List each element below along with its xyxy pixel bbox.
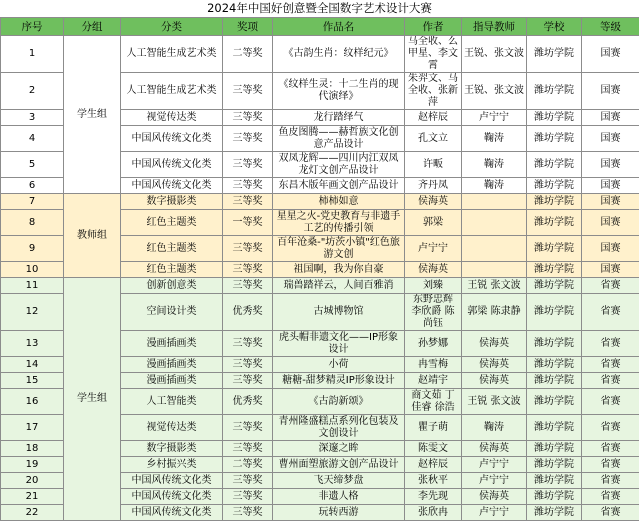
- work-title-cell: 祖国啊，我为你自豪: [273, 262, 405, 278]
- category-cell: 人工智能生成艺术类: [121, 73, 223, 110]
- level-cell: 国赛: [582, 36, 639, 73]
- author-cell: 赵靖宇: [405, 373, 462, 389]
- award-cell: 优秀奖: [223, 294, 273, 331]
- level-cell: 国赛: [582, 194, 639, 210]
- award-cell: 三等奖: [223, 262, 273, 278]
- row-number: 20: [1, 473, 64, 489]
- school-cell: 潍坊学院: [527, 457, 582, 473]
- row-number: 14: [1, 357, 64, 373]
- row-number: 7: [1, 194, 64, 210]
- row-number: 21: [1, 489, 64, 505]
- category-cell: 乡村振兴类: [121, 457, 223, 473]
- header-cell-category: 分类: [121, 18, 223, 36]
- category-cell: 漫画插画类: [121, 357, 223, 373]
- school-cell: 潍坊学院: [527, 73, 582, 110]
- category-cell: 中国风传统文化类: [121, 489, 223, 505]
- award-cell: 三等奖: [223, 178, 273, 194]
- award-cell: 三等奖: [223, 357, 273, 373]
- author-cell: 张欣冉: [405, 505, 462, 521]
- category-cell: 中国风传统文化类: [121, 178, 223, 194]
- author-cell: 赵梓辰: [405, 457, 462, 473]
- category-cell: 红色主题类: [121, 262, 223, 278]
- work-title-cell: 《古韵新颂》: [273, 389, 405, 415]
- award-cell: 三等奖: [223, 236, 273, 262]
- row-number: 17: [1, 415, 64, 441]
- award-cell: 三等奖: [223, 505, 273, 521]
- teacher-cell: 王锐、张文波: [462, 73, 527, 110]
- category-cell: 中国风传统文化类: [121, 473, 223, 489]
- table-row: [1, 194, 639, 210]
- school-cell: 潍坊学院: [527, 110, 582, 126]
- category-cell: 空间设计类: [121, 294, 223, 331]
- school-cell: 潍坊学院: [527, 236, 582, 262]
- row-number: 19: [1, 457, 64, 473]
- work-title-cell: 百年沧桑-"坊茨小镇"红色旅游文创: [273, 236, 405, 262]
- header-cell-author: 作者: [405, 18, 462, 36]
- category-cell: 漫画插画类: [121, 373, 223, 389]
- work-title-cell: 古城博物馆: [273, 294, 405, 331]
- teacher-cell: 侯海英: [462, 357, 527, 373]
- teacher-cell: 侯海英: [462, 489, 527, 505]
- level-cell: 省赛: [582, 389, 639, 415]
- work-title-cell: 鱼皮图腾——赫哲族文化创意产品设计: [273, 126, 405, 152]
- award-cell: 一等奖: [223, 210, 273, 236]
- award-cell: 优秀奖: [223, 389, 273, 415]
- category-cell: 中国风传统文化类: [121, 505, 223, 521]
- work-title-cell: 曹州面塑旅游文创产品设计: [273, 457, 405, 473]
- row-number: 22: [1, 505, 64, 521]
- author-cell: 东野忠辉 李欣爵 陈尚钰: [405, 294, 462, 331]
- teacher-cell: [462, 194, 527, 210]
- award-cell: 三等奖: [223, 110, 273, 126]
- row-number: 11: [1, 278, 64, 294]
- category-cell: 数字摄影类: [121, 441, 223, 457]
- row-number: 5: [1, 152, 64, 178]
- author-cell: 许畈: [405, 152, 462, 178]
- author-cell: 侯海英: [405, 194, 462, 210]
- author-cell: 李先现: [405, 489, 462, 505]
- level-cell: 省赛: [582, 278, 639, 294]
- author-cell: 郭梁: [405, 210, 462, 236]
- category-cell: 红色主题类: [121, 210, 223, 236]
- row-number: 15: [1, 373, 64, 389]
- teacher-cell: 王锐、张文波: [462, 36, 527, 73]
- work-title-cell: 星星之火-党史教育与非遗手工艺的传播引领: [273, 210, 405, 236]
- teacher-cell: 王锐 张文波: [462, 278, 527, 294]
- award-cell: 二等奖: [223, 36, 273, 73]
- author-cell: 赵梓辰: [405, 110, 462, 126]
- category-cell: 红色主题类: [121, 236, 223, 262]
- row-number: 18: [1, 441, 64, 457]
- row-number: 9: [1, 236, 64, 262]
- school-cell: 潍坊学院: [527, 331, 582, 357]
- teacher-cell: [462, 210, 527, 236]
- level-cell: 国赛: [582, 210, 639, 236]
- level-cell: 国赛: [582, 110, 639, 126]
- author-cell: 冉雪梅: [405, 357, 462, 373]
- teacher-cell: 鞠涛: [462, 152, 527, 178]
- level-cell: 省赛: [582, 473, 639, 489]
- author-cell: 卢宁宁: [405, 236, 462, 262]
- author-cell: 朱羿文、马全收、张新萍: [405, 73, 462, 110]
- school-cell: 潍坊学院: [527, 194, 582, 210]
- category-cell: 数字摄影类: [121, 194, 223, 210]
- award-cell: 三等奖: [223, 473, 273, 489]
- award-cell: 三等奖: [223, 126, 273, 152]
- row-number: 4: [1, 126, 64, 152]
- header-cell-level: 等级: [582, 18, 639, 36]
- table-row: [1, 278, 639, 294]
- level-cell: 省赛: [582, 294, 639, 331]
- level-cell: 省赛: [582, 357, 639, 373]
- level-cell: 国赛: [582, 236, 639, 262]
- school-cell: 潍坊学院: [527, 294, 582, 331]
- row-number: 1: [1, 36, 64, 73]
- award-cell: 二等奖: [223, 457, 273, 473]
- author-cell: 刘臻: [405, 278, 462, 294]
- category-cell: 漫画插画类: [121, 331, 223, 357]
- school-cell: 潍坊学院: [527, 473, 582, 489]
- header-cell-school: 学校: [527, 18, 582, 36]
- author-cell: 陈雯文: [405, 441, 462, 457]
- award-cell: 三等奖: [223, 489, 273, 505]
- author-cell: 商文茹 丁佳睿 徐浩: [405, 389, 462, 415]
- author-cell: 马全收、么甲星、李文霄: [405, 36, 462, 73]
- level-cell: 国赛: [582, 262, 639, 278]
- school-cell: 潍坊学院: [527, 505, 582, 521]
- group-cell: 学生组: [64, 36, 121, 194]
- group-cell: 教师组: [64, 194, 121, 278]
- award-cell: 三等奖: [223, 152, 273, 178]
- school-cell: 潍坊学院: [527, 210, 582, 236]
- category-cell: 人工智能生成艺术类: [121, 36, 223, 73]
- work-title-cell: 糖糖-甜梦精灵IP形象设计: [273, 373, 405, 389]
- header-cell-work: 作品名: [273, 18, 405, 36]
- school-cell: 潍坊学院: [527, 489, 582, 505]
- work-title-cell: 飞天缔梦盘: [273, 473, 405, 489]
- teacher-cell: [462, 236, 527, 262]
- award-cell: 三等奖: [223, 278, 273, 294]
- row-number: 3: [1, 110, 64, 126]
- teacher-cell: 卢宁宁: [462, 457, 527, 473]
- category-cell: 中国风传统文化类: [121, 152, 223, 178]
- row-number: 6: [1, 178, 64, 194]
- teacher-cell: 卢宁宁: [462, 473, 527, 489]
- teacher-cell: 卢宁宁: [462, 110, 527, 126]
- author-cell: 瞿子萌: [405, 415, 462, 441]
- table-body: [1, 36, 639, 521]
- level-cell: 省赛: [582, 415, 639, 441]
- teacher-cell: 鞠涛: [462, 126, 527, 152]
- school-cell: 潍坊学院: [527, 389, 582, 415]
- category-cell: 创新创意类: [121, 278, 223, 294]
- row-number: 12: [1, 294, 64, 331]
- table-title: 2024年中国好创意暨全国数字艺术设计大赛: [207, 1, 432, 15]
- award-cell: 三等奖: [223, 73, 273, 110]
- school-cell: 潍坊学院: [527, 178, 582, 194]
- level-cell: 省赛: [582, 331, 639, 357]
- category-cell: 视觉传达类: [121, 415, 223, 441]
- level-cell: 国赛: [582, 73, 639, 110]
- teacher-cell: 侯海英: [462, 441, 527, 457]
- level-cell: 省赛: [582, 489, 639, 505]
- award-cell: 三等奖: [223, 331, 273, 357]
- work-title-cell: 青州隆盛糕点系列化包装及文创设计: [273, 415, 405, 441]
- level-cell: 国赛: [582, 152, 639, 178]
- level-cell: 省赛: [582, 505, 639, 521]
- work-title-cell: 深邃之眸: [273, 441, 405, 457]
- row-number: 2: [1, 73, 64, 110]
- work-title-cell: 《纹样生灵：十二生肖的现代演绎》: [273, 73, 405, 110]
- header-cell-number: 序号: [1, 18, 64, 36]
- level-cell: 省赛: [582, 441, 639, 457]
- header-row: [1, 18, 639, 36]
- teacher-cell: 卢宁宁: [462, 505, 527, 521]
- author-cell: 孔文立: [405, 126, 462, 152]
- work-title-cell: 虎头帽非遗文化——IP形象设计: [273, 331, 405, 357]
- teacher-cell: 王锐 张文波: [462, 389, 527, 415]
- school-cell: 潍坊学院: [527, 262, 582, 278]
- level-cell: 省赛: [582, 373, 639, 389]
- teacher-cell: [462, 262, 527, 278]
- group-cell: 学生组: [64, 278, 121, 521]
- teacher-cell: 鞠涛: [462, 415, 527, 441]
- author-cell: 齐丹凤: [405, 178, 462, 194]
- school-cell: 潍坊学院: [527, 36, 582, 73]
- work-title-cell: 龙行踏绎气: [273, 110, 405, 126]
- work-title-cell: 《古韵生肖：纹样纪元》: [273, 36, 405, 73]
- work-title-cell: 瑞兽踏祥云，人间百雅消: [273, 278, 405, 294]
- award-cell: 三等奖: [223, 415, 273, 441]
- row-number: 8: [1, 210, 64, 236]
- school-cell: 潍坊学院: [527, 152, 582, 178]
- school-cell: 潍坊学院: [527, 415, 582, 441]
- author-cell: 孙梦娜: [405, 331, 462, 357]
- school-cell: 潍坊学院: [527, 373, 582, 389]
- level-cell: 国赛: [582, 126, 639, 152]
- level-cell: 省赛: [582, 457, 639, 473]
- header-cell-group: 分组: [64, 18, 121, 36]
- work-title-cell: 非遗人格: [273, 489, 405, 505]
- award-cell: 三等奖: [223, 441, 273, 457]
- teacher-cell: 鞠涛: [462, 178, 527, 194]
- row-number: 16: [1, 389, 64, 415]
- table-row: [1, 36, 639, 73]
- work-title-cell: 小荷: [273, 357, 405, 373]
- level-cell: 国赛: [582, 178, 639, 194]
- row-number: 13: [1, 331, 64, 357]
- author-cell: 张秋平: [405, 473, 462, 489]
- row-number: 10: [1, 262, 64, 278]
- category-cell: 视觉传达类: [121, 110, 223, 126]
- work-title-cell: 双凤龙辉——四川内江双凤龙灯文创产品设计: [273, 152, 405, 178]
- work-title-cell: 玩转西游: [273, 505, 405, 521]
- teacher-cell: 郭梁 陈隶静: [462, 294, 527, 331]
- school-cell: 潍坊学院: [527, 126, 582, 152]
- category-cell: 中国风传统文化类: [121, 126, 223, 152]
- school-cell: 潍坊学院: [527, 278, 582, 294]
- work-title-cell: 柿柿如意: [273, 194, 405, 210]
- school-cell: 潍坊学院: [527, 441, 582, 457]
- school-cell: 潍坊学院: [527, 357, 582, 373]
- work-title-cell: 东昌木版年画文创产品设计: [273, 178, 405, 194]
- category-cell: 人工智能类: [121, 389, 223, 415]
- author-cell: 侯海英: [405, 262, 462, 278]
- awards-table: [0, 17, 639, 521]
- teacher-cell: 侯海英: [462, 331, 527, 357]
- award-cell: 三等奖: [223, 194, 273, 210]
- header-cell-teacher: 指导教师: [462, 18, 527, 36]
- award-cell: 三等奖: [223, 373, 273, 389]
- header-cell-award: 奖项: [223, 18, 273, 36]
- teacher-cell: 侯海英: [462, 373, 527, 389]
